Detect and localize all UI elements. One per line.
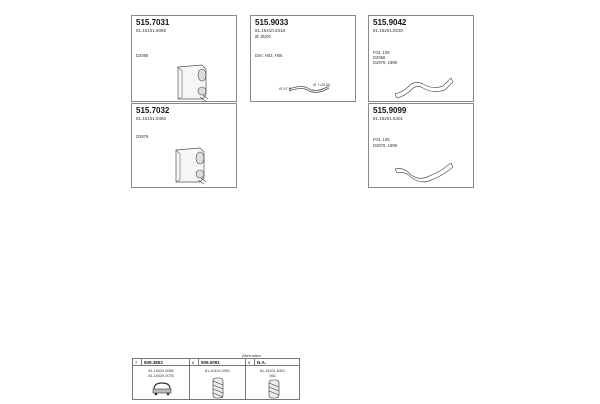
pipe-label-right: Ø 7 Ø100	[313, 82, 331, 87]
oe-number: 81.10110.0091	[204, 369, 231, 373]
engine-note: D2066	[373, 55, 386, 60]
table-title: Alternative	[242, 353, 261, 358]
part-card-515-9099	[368, 103, 474, 188]
muffler-drawing	[172, 61, 212, 103]
part-card-515-7031	[131, 15, 237, 102]
alternative-parts-table	[132, 353, 300, 401]
column-header	[246, 359, 299, 366]
column-header	[190, 359, 245, 366]
flex-pipe-drawing	[266, 379, 282, 404]
part-number: 515.7032	[136, 106, 170, 115]
part-card-515-9042	[368, 15, 474, 102]
column-header	[133, 359, 189, 366]
engine-year-note: D2876, 1999	[373, 143, 397, 148]
oe-number: 81.15420.0065	[148, 369, 174, 373]
oe-list	[190, 369, 245, 374]
header-divider	[198, 359, 199, 365]
oe-number: 81.15101.0460	[136, 116, 167, 121]
part-number: 515.9033	[255, 18, 289, 27]
clamp-drawing	[151, 381, 173, 402]
oe-list	[246, 369, 299, 379]
diameter-note: Ø: Ø100	[255, 34, 271, 39]
header-divider	[141, 359, 142, 365]
part-code: 509.3853	[144, 360, 163, 365]
fit-note: F03, 106	[373, 137, 390, 142]
oe-number: 81.15420.0078	[148, 374, 174, 378]
part-card-515-9033	[250, 15, 356, 102]
table-column	[245, 359, 299, 399]
engine-note: D2066	[136, 53, 149, 58]
item-number: 8	[192, 360, 195, 365]
bent-pipe-drawing	[393, 74, 455, 102]
part-number: 515.7031	[136, 18, 170, 27]
fit-note: F03, 106	[373, 50, 390, 55]
oe-number: 81.15410.5318	[255, 28, 286, 33]
table-column	[189, 359, 245, 399]
part-code: N.A.	[257, 360, 266, 365]
engine-year-note: D2876, 1999	[373, 60, 397, 65]
oe-list	[133, 369, 189, 379]
header-divider	[254, 359, 255, 365]
part-number: 515.9042	[373, 18, 407, 27]
dimension-note: Dim: H03, H06	[255, 53, 283, 58]
part-code: 509.0091	[201, 360, 220, 365]
engine-note: D2876	[136, 134, 149, 139]
table-column	[133, 359, 189, 399]
item-number: 7	[135, 360, 138, 365]
oe-number: 81.15101.6065	[136, 28, 167, 33]
bent-pipe-drawing	[393, 157, 455, 185]
oe-number: 81.15201.5401	[373, 116, 404, 121]
part-number: 515.9099	[373, 106, 407, 115]
oe-number: 81.15101.5401	[259, 369, 286, 373]
oe-number: 060	[269, 374, 276, 378]
item-number: 9	[248, 360, 251, 365]
oe-number: 81.15201.0230	[373, 28, 404, 33]
pipe-label-left: Ø 97.5	[279, 86, 292, 91]
part-card-515-7032	[131, 103, 237, 188]
muffler-drawing	[170, 144, 210, 186]
table-frame	[132, 358, 300, 400]
